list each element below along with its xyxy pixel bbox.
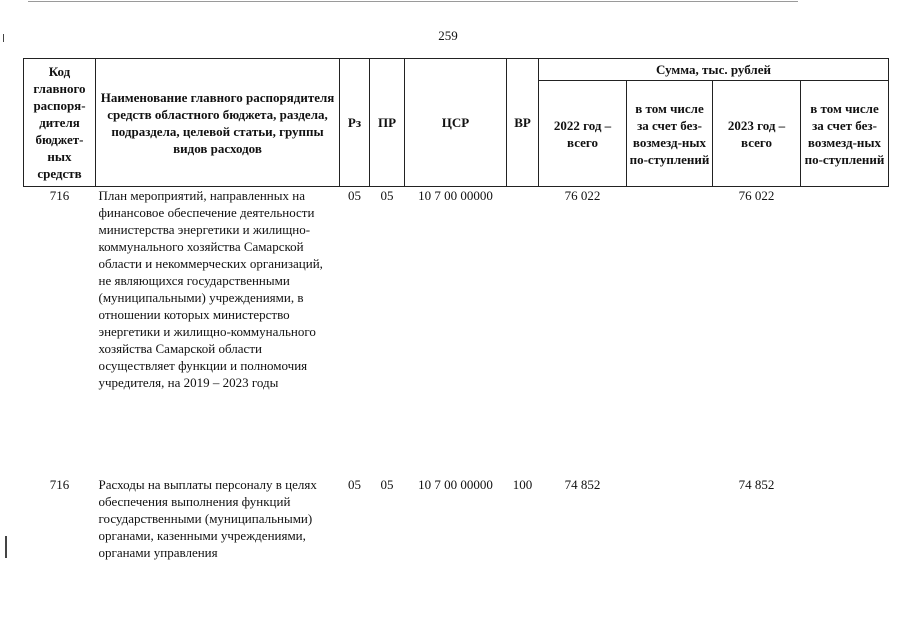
scan-mark — [5, 536, 7, 558]
row-pr: 05 — [380, 188, 394, 203]
row-code: 716 — [49, 476, 70, 492]
top-rule — [28, 1, 798, 2]
header-code: Код главного распоря-дителя бюджет-ных средств — [24, 59, 96, 187]
row-csr: 10 7 00 00000 — [418, 188, 493, 203]
header-name: Наименование главного распорядителя средств областного бюджета, раздела, подраздела, целевой статьи, группы видов расходов — [96, 59, 340, 187]
row-pr: 05 — [380, 476, 394, 492]
scan-mark — [3, 34, 4, 42]
row-vr — [507, 187, 539, 476]
row-rz: 05 — [348, 188, 361, 203]
row-name: План мероприятий, направленных на финансовое обеспечение деятельности министерства энергетики и жилищно-коммунального хозяйства Самарской области и некоммерческих организаций, не являющихся государственными (муниципальными) учреждениями, в отношении которых министерство энергетики и жилищно-коммунального хозяйства Самарской области осуществляет функции и полномочия учредителя, на 2019 – 2023 годы — [98, 188, 323, 390]
header-rz: Рз — [340, 59, 370, 187]
row-2023-total: 74 852 — [738, 476, 775, 492]
header-sum: Сумма, тыс. рублей — [539, 59, 889, 81]
row-rz: 05 — [348, 476, 361, 492]
row-vr: 100 — [512, 476, 533, 492]
header-2022-gratuitous: в том числе за счет без-возмезд-ных по-ступлений — [627, 81, 713, 187]
row-2023-gratuitous — [801, 187, 889, 476]
row-csr: 10 7 00 00000 — [418, 476, 493, 492]
budget-table — [23, 58, 889, 561]
header-pr: ПР — [370, 59, 405, 187]
row-name: Расходы на выплаты персоналу в целях обеспечения выполнения функций государственными (муниципальными) органами, казенными учреждениями, органами управления — [98, 476, 317, 560]
row-2023-total: 76 022 — [738, 188, 775, 203]
row-2022-gratuitous — [627, 187, 713, 476]
row-2022-total: 74 852 — [564, 476, 601, 492]
row-2023-gratuitous — [801, 476, 889, 561]
page-number: 259 — [438, 28, 458, 43]
header-2023-total: 2023 год – всего — [713, 81, 801, 187]
header-vr: ВР — [507, 59, 539, 187]
row-2022-gratuitous — [627, 476, 713, 561]
table-row — [24, 476, 889, 561]
table-row — [24, 187, 889, 476]
header-2022-total: 2022 год – всего — [539, 81, 627, 187]
header-2023-gratuitous: в том числе за счет без-возмезд-ных по-ступлений — [801, 81, 889, 187]
row-2022-total: 76 022 — [564, 188, 601, 203]
row-code: 716 — [49, 188, 70, 203]
header-csr: ЦСР — [405, 59, 507, 187]
